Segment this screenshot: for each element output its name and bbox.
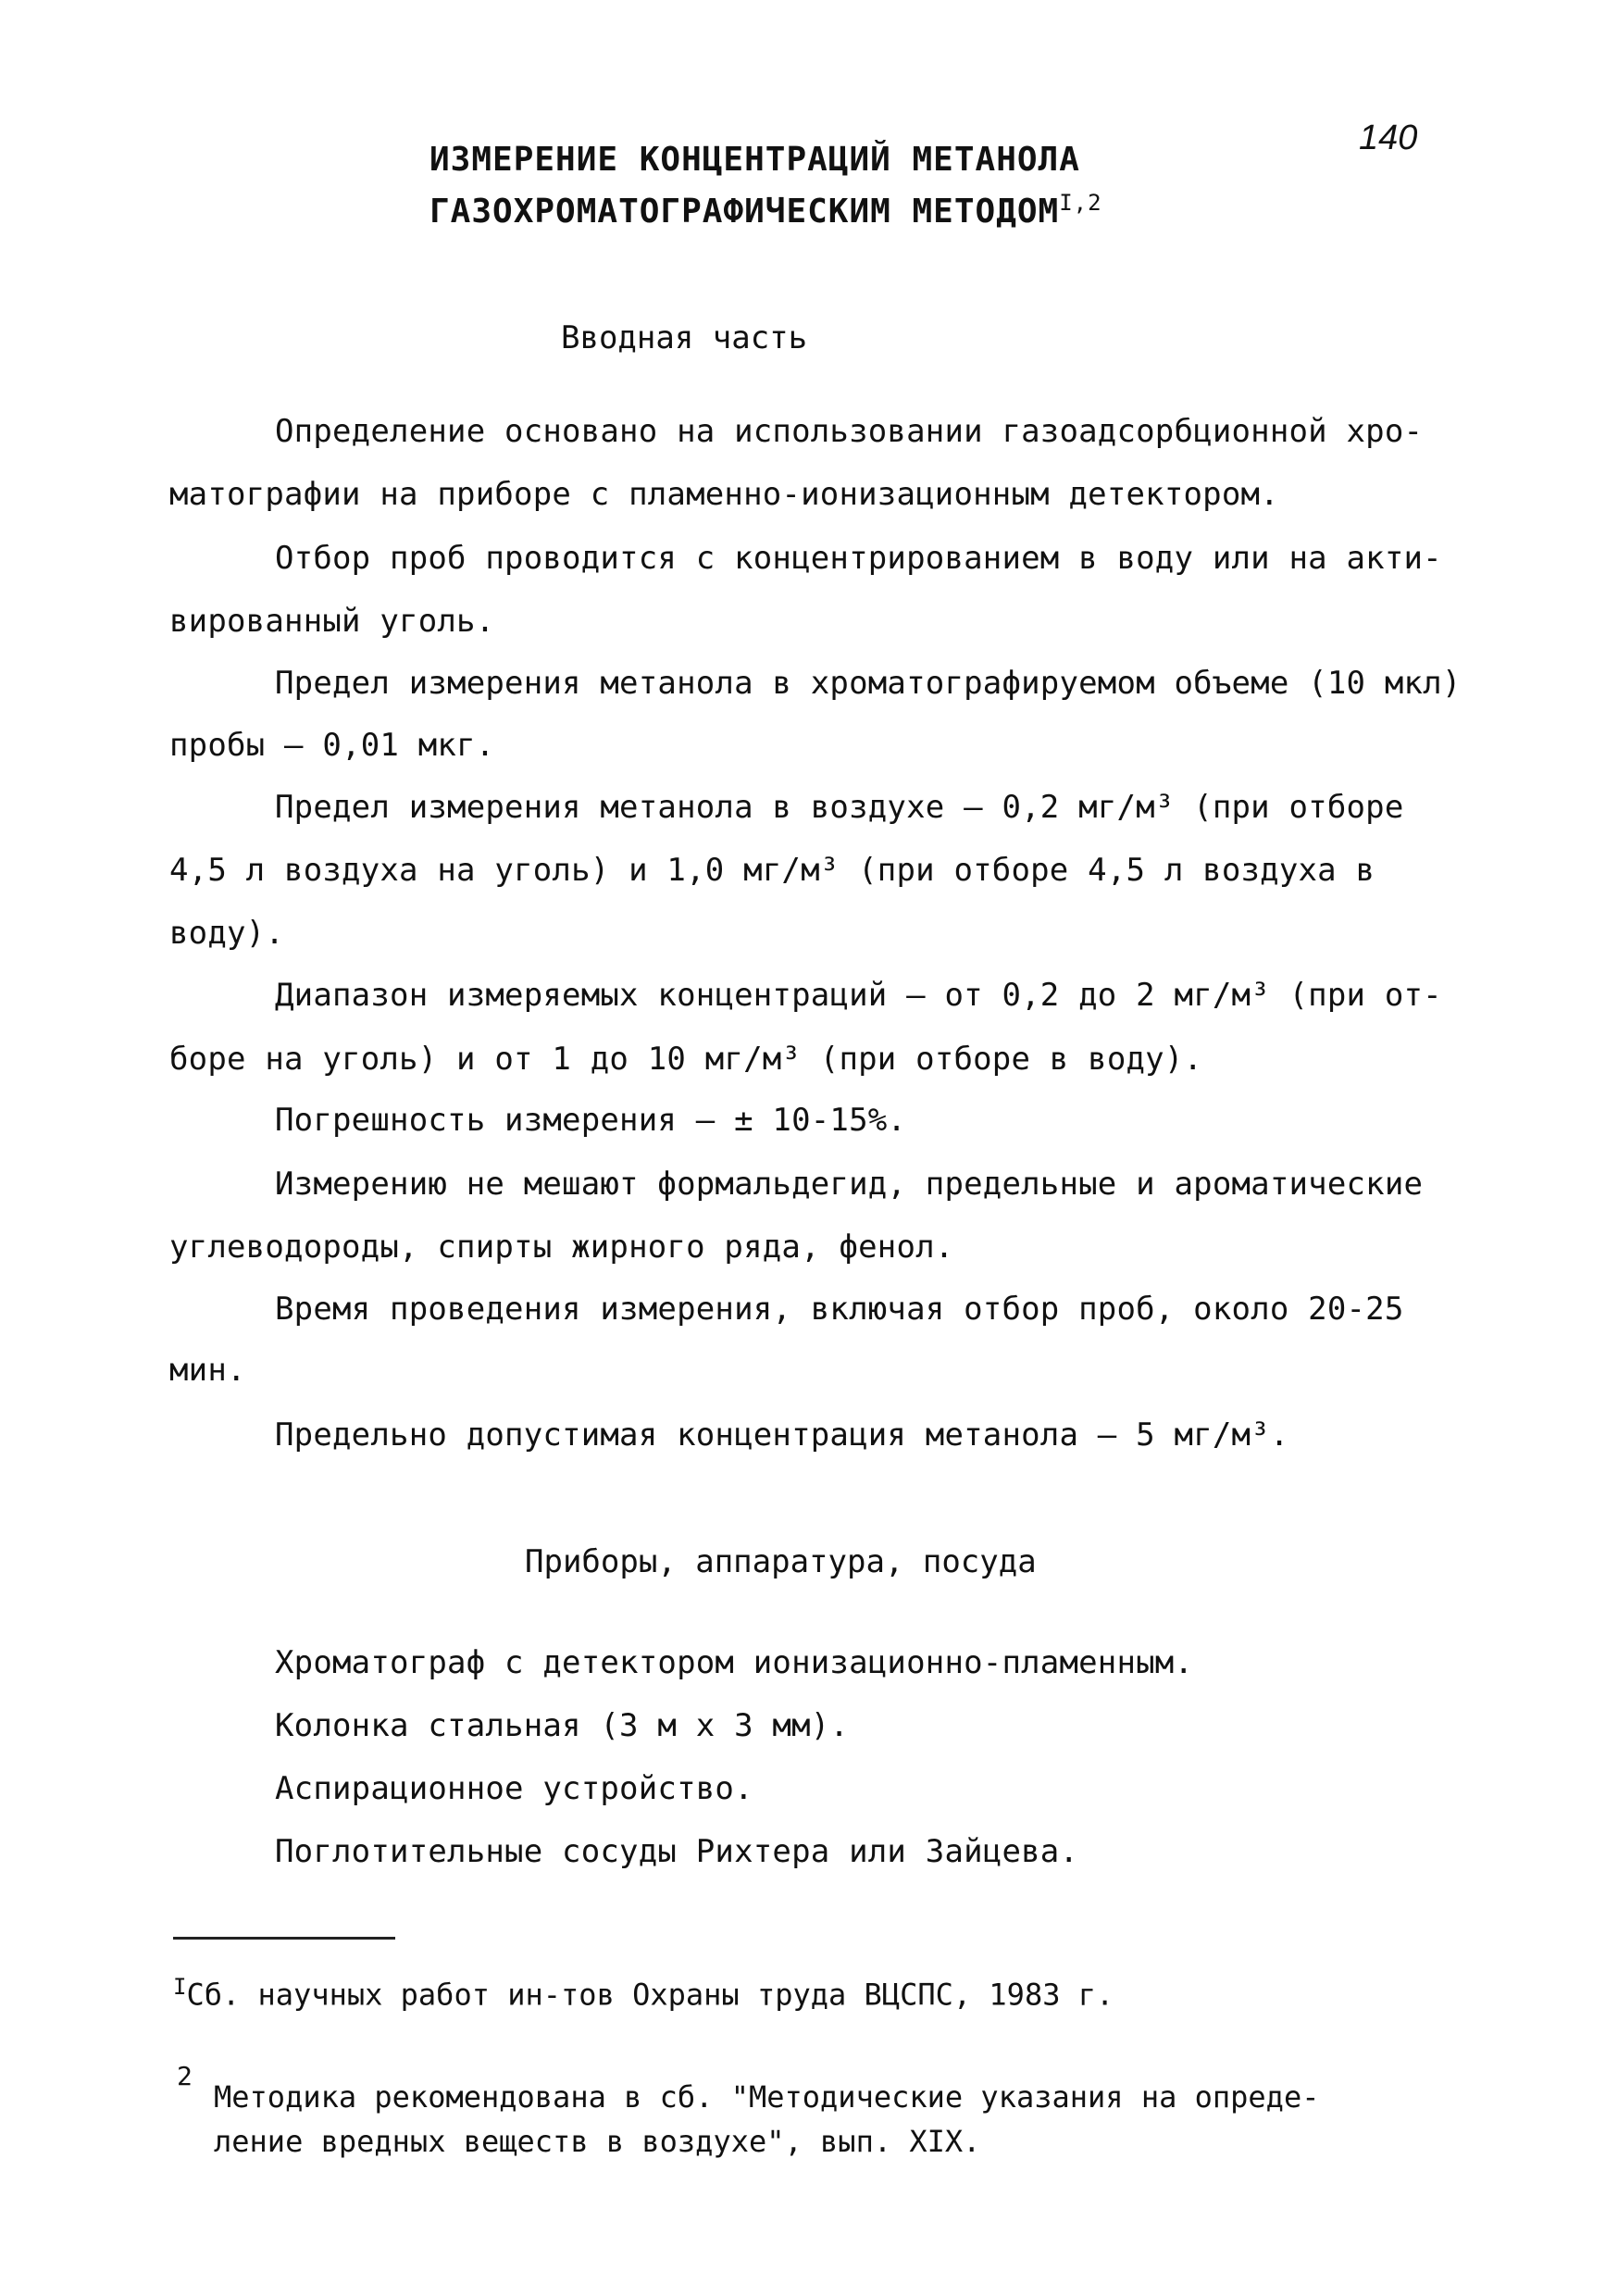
footnote-2-marker: 2 <box>177 2061 193 2091</box>
document-title-line-2-text: ГАЗОХРОМАТОГРАФИЧЕСКИМ МЕТОДОМ <box>429 193 1060 231</box>
intro-paragraph-line: углеводороды, спирты жирного ряда, фенол. <box>169 1229 954 1266</box>
intro-paragraph-line: Диапазон измеряемых концентраций – от 0,2 до 2 мг/м³ (при от- <box>275 977 1442 1014</box>
intro-paragraph-line: Предел измерения метанола в хроматографируемом объеме (10 мкл) <box>275 665 1462 702</box>
intro-paragraph-line: Измерению не мешают формальдегид, предельные и ароматические <box>275 1166 1424 1203</box>
equipment-item: Хроматограф с детектором ионизационно-пламенным. <box>275 1644 1194 1681</box>
footnote-1-text: Сб. научных работ ин-тов Охраны труда ВЦСПС, 1983 г. <box>186 1977 1114 2013</box>
page-number: 140 <box>1359 119 1418 157</box>
footnote-1 <box>173 1974 1114 2013</box>
intro-paragraph-line: пробы – 0,01 мкг. <box>169 727 495 764</box>
document-title-line-1: ИЗМЕРЕНИЕ КОНЦЕНТРАЦИЙ МЕТАНОЛА <box>429 141 1080 179</box>
intro-paragraph-line: 4,5 л воздуха на уголь) и 1,0 мг/м³ (при отборе 4,5 л воздуха в <box>169 852 1375 889</box>
intro-paragraph-line: Время проведения измерения, включая отбор проб, около 20-25 <box>275 1291 1404 1328</box>
footnote-1-marker: I <box>173 1974 187 2000</box>
intro-paragraph-line: матографии на приборе с пламенно-ионизационным детектором. <box>169 476 1279 513</box>
footnote-divider <box>173 1937 395 1940</box>
intro-paragraph-line: Предельно допустимая концентрация метанола – 5 мг/м³. <box>275 1416 1289 1454</box>
title-footnote-refs: I,2 <box>1059 190 1102 216</box>
intro-paragraph-line: Предел измерения метанола в воздухе – 0,2 мг/м³ (при отборе <box>275 789 1404 826</box>
section-heading-intro: Вводная часть <box>561 319 808 356</box>
document-title-line-2 <box>429 190 1102 231</box>
intro-paragraph-line: Погрешность измерения – ± 10-15%. <box>275 1102 907 1139</box>
intro-paragraph-line: Отбор проб проводится с концентрированием в воду или на акти- <box>275 540 1442 577</box>
footnote-2-line-2: ление вредных веществ в воздухе", вып. XIX. <box>214 2124 981 2159</box>
section-heading-equipment: Приборы, аппаратура, посуда <box>525 1543 1037 1580</box>
intro-paragraph-line: вированный уголь. <box>169 603 495 640</box>
equipment-item: Поглотительные сосуды Рихтера или Зайцева. <box>275 1833 1079 1870</box>
footnote-2-line-1: Методика рекомендована в сб. "Методические указания на опреде- <box>214 2079 1320 2115</box>
intro-paragraph-line: боре на уголь) и от 1 до 10 мг/м³ (при отборе в воду). <box>169 1041 1203 1078</box>
equipment-item: Колонка стальная (3 м х 3 мм). <box>275 1707 850 1744</box>
equipment-item: Аспирационное устройство. <box>275 1770 753 1807</box>
intro-paragraph-line: воду). <box>169 915 285 952</box>
intro-paragraph-line: мин. <box>169 1352 246 1389</box>
intro-paragraph-line: Определение основано на использовании газоадсорбционной хро- <box>275 413 1424 450</box>
